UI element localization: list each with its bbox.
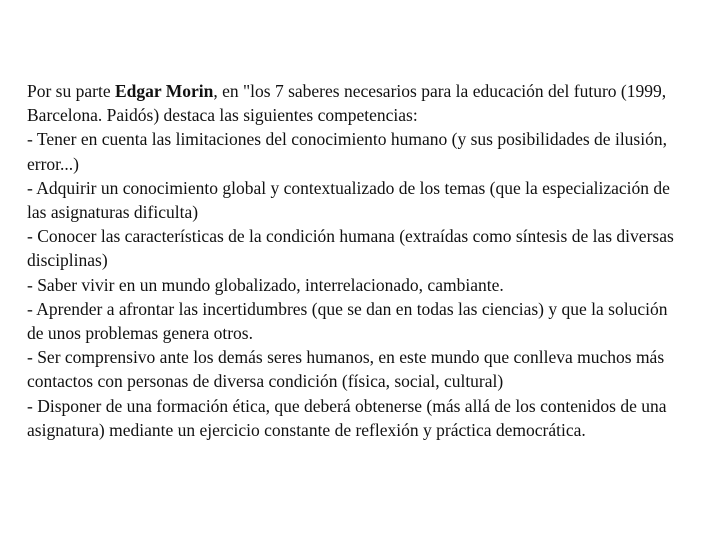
competencia-item: - Aprender a afrontar las incertidumbres (que se dan en todas las ciencias) y que la solución de unos problemas genera otros. xyxy=(27,298,668,344)
author-name: Edgar Morin xyxy=(114,81,214,101)
competencia-item: - Tener en cuenta las limitaciones del conocimiento humano (y sus posibilidades de ilusión, error...) xyxy=(27,129,667,174)
competencia-item: - Conocer las características de la condición humana (extraídas como síntesis de las diversas disciplinas) xyxy=(27,226,674,271)
intro-prefix: Por su parte xyxy=(27,81,115,101)
competencia-item: - Saber vivir en un mundo globalizado, interrelacionado, cambiante. xyxy=(27,274,504,295)
competencia-item: - Adquirir un conocimiento global y contextualizado de los temas (que la especialización de las asignaturas dificulta) xyxy=(27,177,670,223)
intro-suffix: , en "los 7 saberes necesarios para la educación del futuro (1999, Barcelona. Paidós) destaca las siguientes competencias: xyxy=(27,81,667,126)
competencia-item: - Ser comprensivo ante los demás seres humanos, en este mundo que conlleva muchos más contactos con personas de diversa condición (física, social, cultural) xyxy=(27,347,665,392)
competencia-item: - Disponer de una formación ética, que deberá obtenerse (más allá de los contenidos de una asignatura) mediante un ejercicio constante de reflexión y práctica democrática. xyxy=(27,395,667,440)
intro-paragraph xyxy=(27,79,687,127)
text-block xyxy=(27,79,687,442)
